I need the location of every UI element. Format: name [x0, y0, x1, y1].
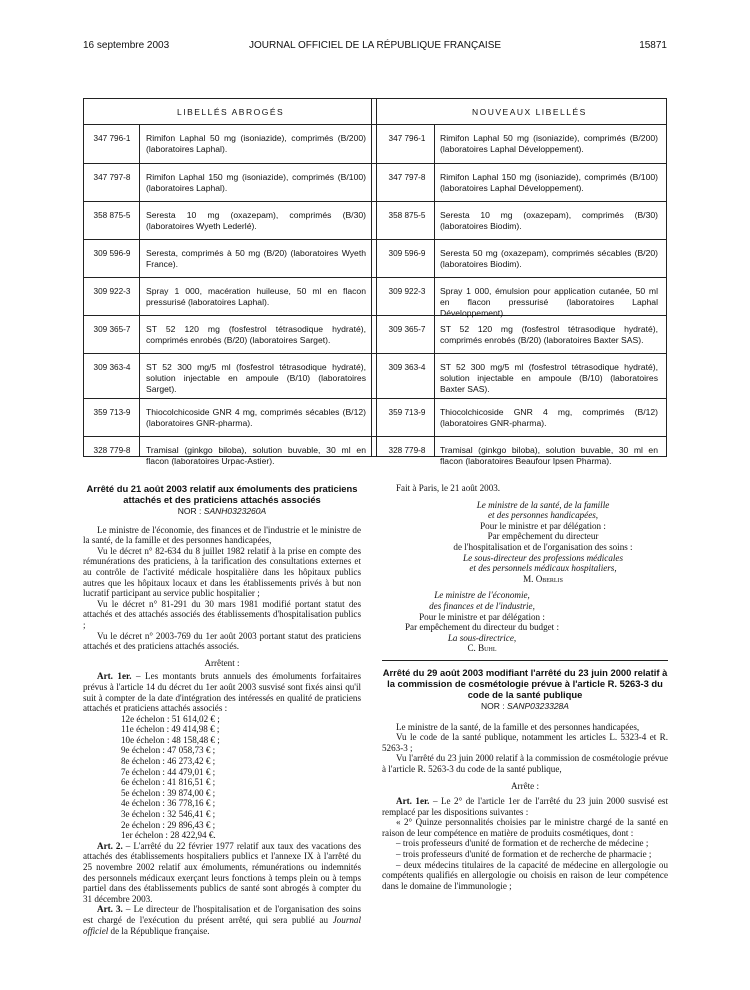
new-label-cell: Rimifon Laphal 150 mg (isoniazide), comprimés (B/100) (laboratoires Laphal Développement).: [440, 172, 658, 193]
arrete2-title: Arrêté du 29 août 2003 modifiant l'arrêté du 23 juin 2000 relatif à la commission de cosmétologie prévue à l'article R. 5263-3 du code de la santé publique: [382, 666, 668, 700]
new-code-cell: 309 922-3: [388, 287, 426, 296]
new-code-cell: 309 365-7: [388, 325, 426, 334]
arrete1-article-2: Art. 2. – L'arrêté du 22 février 1977 relatif aux taux des vacations des attachés des établissements hospitaliers publics et l'annexe IX à l'arrêté du 25 novembre 2002 relatif aux émoluments, rémunérations ou indemnités des personnels médicaux exerçant leurs fonctions à temps plein ou à temps partiel dans des établissements publics de santé sont abrogés à compter du 31 décembre 2003.: [83, 840, 362, 904]
signature-impediment-1b: de l'hospitalisation et de l'organisation des soins :: [453, 541, 633, 552]
old-label-cell: Seresta 10 mg (oxazepam), comprimés (B/30) (laboratoires Wyeth Lederlé).: [146, 210, 366, 231]
signature-impediment-1a: Par empêchement du directeur: [487, 531, 599, 542]
old-label-cell: Thiocolchicoside GNR 4 mg, comprimés sécables (B/12) (laboratoires GNR-pharma).: [146, 407, 366, 428]
arrete2-bullet-2: – trois professeurs d'unité de formation et de recherche de pharmacie ;: [396, 849, 652, 860]
new-label-cell: Thiocolchicoside GNR 4 mg, comprimés (B/12) (laboratoires GNR-pharma).: [440, 407, 658, 428]
echelon-item: 9e échelon : 47 058,73 € ;: [121, 745, 216, 756]
new-code-cell: 347 796-1: [388, 134, 426, 143]
arrete2-arrete: Arrête :: [510, 781, 540, 792]
old-label-cell: Rimifon Laphal 50 mg (isoniazide), comprimés (B/200) (laboratoires Laphal).: [146, 133, 366, 154]
signature-minister-1b: et des personnes handicapées,: [487, 510, 599, 521]
new-code-cell: 347 797-8: [388, 173, 426, 182]
signature-block-2: [382, 590, 582, 654]
echelon-item: 2e échelon : 29 896,43 € ;: [121, 819, 216, 830]
arrete2-article-1: Art. 1er. – Le 2° de l'article 1er de l'arrêté du 23 juin 2000 susvisé est remplacé par les dispositions suivantes :: [382, 796, 668, 817]
arrete1-vu-2: Vu le décret n° 81-291 du 30 mars 1981 modifié portant statut des attachés et des attachés associés des établissements d'hospitalisation publics ;: [83, 598, 361, 630]
header-date: 16 septembre 2003: [83, 40, 170, 51]
medication-table: [83, 98, 667, 466]
echelon-item: 7e échelon : 44 479,01 € ;: [121, 766, 216, 777]
right-column: [382, 483, 668, 891]
signature-subdirector-1b: et des personnels médicaux hospitaliers,: [469, 563, 617, 574]
signature-minister-2a: Le ministre de l'économie,: [434, 590, 530, 601]
arrete1-article-3: Art. 3. – Le directeur de l'hospitalisation et de l'organisation des soins est chargé de l'exécution du présent arrêté, qui sera publié au Journal officiel de la République française.: [83, 904, 361, 936]
table-row: [84, 201, 666, 240]
table-row: [84, 353, 666, 399]
old-code-cell: 309 363-4: [93, 363, 131, 372]
old-code-cell: 347 797-8: [93, 173, 131, 182]
page-header: [83, 40, 667, 54]
echelon-item: 10e échelon : 48 158,48 € ;: [121, 734, 220, 745]
table-row: [84, 398, 666, 437]
old-code-cell: 309 922-3: [93, 287, 131, 296]
table-row: [84, 163, 666, 202]
old-label-cell: Rimifon Laphal 150 mg (isoniazide), comprimés (B/100) (laboratoires Laphal).: [146, 172, 366, 193]
old-label-cell: Tramisal (ginkgo biloba), solution buvable, 30 ml en flacon (laboratoires Urpac-Astier).: [146, 445, 366, 466]
new-label-cell: ST 52 120 mg (fosfestrol tétrasodique hydraté), comprimés enrobés (B/20) (laboratoires Baxter SAS).: [440, 324, 658, 345]
arrete1-vu-1: Vu le décret n° 82-634 du 8 juillet 1982 relatif à la prise en compte des rémunérations des praticiens, à la tarification des consultations externes et au contrôle de l'activité médicale hospitalière dans les hôpitaux publics autres que les hôpitaux locaux et dans les établissements privés à but non lucratif participant au service public hospitalier ;: [83, 545, 361, 599]
signature-delegation-2: Pour le ministre et par délégation :: [419, 611, 545, 622]
old-label-cell: ST 52 300 mg/5 ml (fosfestrol tétrasodique hydraté), solution injectable en ampoule (B/10) (laboratoires Sarget).: [146, 362, 366, 394]
signature-date: Fait à Paris, le 21 août 2003.: [396, 483, 501, 493]
new-code-cell: 358 875-5: [388, 211, 426, 220]
arrete2-bullet-1: – trois professeurs d'unité de formation et de recherche de médecine ;: [396, 838, 649, 849]
old-label-cell: Seresta, comprimés à 50 mg (B/20) (laboratoires Wyeth France).: [146, 248, 366, 269]
new-label-cell: Spray 1 000, émulsion pour application cutanée, 50 ml en flacon pressurisé (laboratoires Laphal Développement).: [440, 286, 658, 318]
right-column-header: NOUVEAUX LIBELLÉS: [472, 107, 587, 117]
new-label-cell: Rimifon Laphal 50 mg (isoniazide), comprimés (B/200) (laboratoires Laphal Développement).: [440, 133, 658, 154]
echelon-item: 11e échelon : 49 414,98 € ;: [121, 724, 220, 735]
arrete2-quote: « 2° Quinze personnalités choisies par le ministre chargé de la santé en raison de leur compétence en matière de produits cosmétiques, dont :: [382, 817, 668, 838]
new-label-cell: ST 52 300 mg/5 ml (fosfestrol tétrasodique hydraté), solution injectable en ampoule (B/10) (laboratoires Baxter SAS).: [440, 362, 658, 394]
arrete1-arretent: Arrêtent :: [204, 657, 240, 668]
arrete1-vu-3: Vu le décret n° 2003-769 du 1er août 2003 portant statut des praticiens attachés et des praticiens attachés associés.: [83, 630, 361, 652]
table-row: [84, 436, 666, 467]
left-column-header: LIBELLÉS ABROGÉS: [177, 107, 285, 117]
signature-minister-2b: des finances et de l'industrie,: [429, 600, 535, 611]
new-code-cell: 309 363-4: [388, 363, 426, 372]
new-code-cell: 328 779-8: [388, 446, 426, 455]
table-row: [84, 277, 666, 316]
arrete1-intro: Le ministre de l'économie, des finances et de l'industrie et le ministre de la santé, de la famille et des personnes handicapées,: [83, 524, 361, 546]
signature-subdirector-1a: Le sous-directeur des professions médicales: [463, 552, 623, 563]
arrete1-article-1: Art. 1er. – Les montants bruts annuels des émoluments forfaitaires prévus à l'article 14 du décret du 1er août 2003 susvisé sont fixés ainsi qu'il suit à compter de la date d'intégration des intéressés en qualité de praticiens attachés et praticiens attachés associés :: [83, 671, 361, 714]
header-page-number: 15871: [639, 40, 667, 51]
signature-impediment-2: Par empêchement du directeur du budget :: [404, 622, 560, 633]
old-code-cell: 309 596-9: [93, 249, 131, 258]
echelon-item: 1er échelon : 28 422,94 €.: [121, 830, 216, 841]
new-label-cell: Seresta 50 mg (oxazepam), comprimés sécables (B/20) (laboratoires Biodim).: [440, 248, 658, 269]
echelon-item: 6e échelon : 41 816,51 € ;: [121, 777, 216, 788]
echelon-item: 8e échelon : 46 273,42 € ;: [121, 756, 216, 767]
arrete2-intro: Le ministre de la santé, de la famille et des personnes handicapées,: [396, 721, 640, 732]
arrete2-bullet-3: – deux médecins titulaires de la capacité de médecine en allergologie ou compétents qualifiés en allergologie ou choisis en raison de leur compétence dans le domaine de l'immunologie ;: [382, 859, 668, 891]
arrete1-nor: NOR : SANH0323260A: [177, 506, 267, 516]
signature-minister-1a: Le ministre de la santé, de la famille: [476, 499, 610, 510]
old-code-cell: 347 796-1: [93, 134, 131, 143]
signature-block-1: [382, 500, 668, 585]
old-label-cell: ST 52 120 mg (fosfestrol tétrasodique hydraté), comprimés enrobés (B/20) (laboratoires Sarget).: [146, 324, 366, 345]
echelon-item: 4e échelon : 36 778,16 € ;: [121, 798, 216, 809]
old-code-cell: 359 713-9: [93, 408, 131, 417]
header-journal-title: JOURNAL OFFICIEL DE LA RÉPUBLIQUE FRANÇAISE: [248, 40, 502, 51]
table-row: [84, 315, 666, 354]
new-code-cell: 309 596-9: [388, 249, 426, 258]
left-column: [83, 483, 361, 936]
signature-name-1: M. Oberlis: [523, 573, 563, 584]
new-label-cell: Tramisal (ginkgo biloba), solution buvable, 30 ml en flacon (laboratoires Beaufour Ipsen Pharma).: [440, 445, 658, 466]
old-code-cell: 309 365-7: [93, 325, 131, 334]
signature-subdirector-2: La sous-directrice,: [447, 632, 517, 643]
old-code-cell: 358 875-5: [93, 211, 131, 220]
new-label-cell: Seresta 10 mg (oxazepam), comprimés (B/30) (laboratoires Biodim).: [440, 210, 658, 231]
table-row: [84, 124, 666, 164]
echelon-item: 3e échelon : 32 546,41 € ;: [121, 809, 216, 820]
arrete1-title: Arrêté du 21 août 2003 relatif aux émoluments des praticiens attachés et des praticiens attachés associés: [86, 483, 358, 505]
table-row: [84, 239, 666, 278]
arrete2-vu-2: Vu l'arrêté du 23 juin 2000 relatif à la commission de cosmétologie prévue à l'article R. 5263-3 du code de la santé publique,: [382, 753, 668, 774]
echelon-list: [83, 714, 361, 841]
echelon-item: 12e échelon : 51 614,02 € ;: [121, 713, 220, 724]
arrete2-vu-1: Vu le code de la santé publique, notamment les articles L. 5323-4 et R. 5263-3 ;: [382, 732, 668, 753]
old-label-cell: Spray 1 000, macération huileuse, 50 ml en flacon pressurisé (laboratoires Laphal).: [146, 286, 366, 307]
new-code-cell: 359 713-9: [388, 408, 426, 417]
signature-delegation-1: Pour le ministre et par délégation :: [480, 520, 606, 531]
section-separator: [382, 654, 668, 665]
arrete2-nor: NOR : SANP0323328A: [481, 700, 569, 711]
old-code-cell: 328 779-8: [93, 446, 131, 455]
echelon-item: 5e échelon : 39 874,00 € ;: [121, 787, 216, 798]
signature-name-2: C. Buhl: [467, 643, 497, 654]
